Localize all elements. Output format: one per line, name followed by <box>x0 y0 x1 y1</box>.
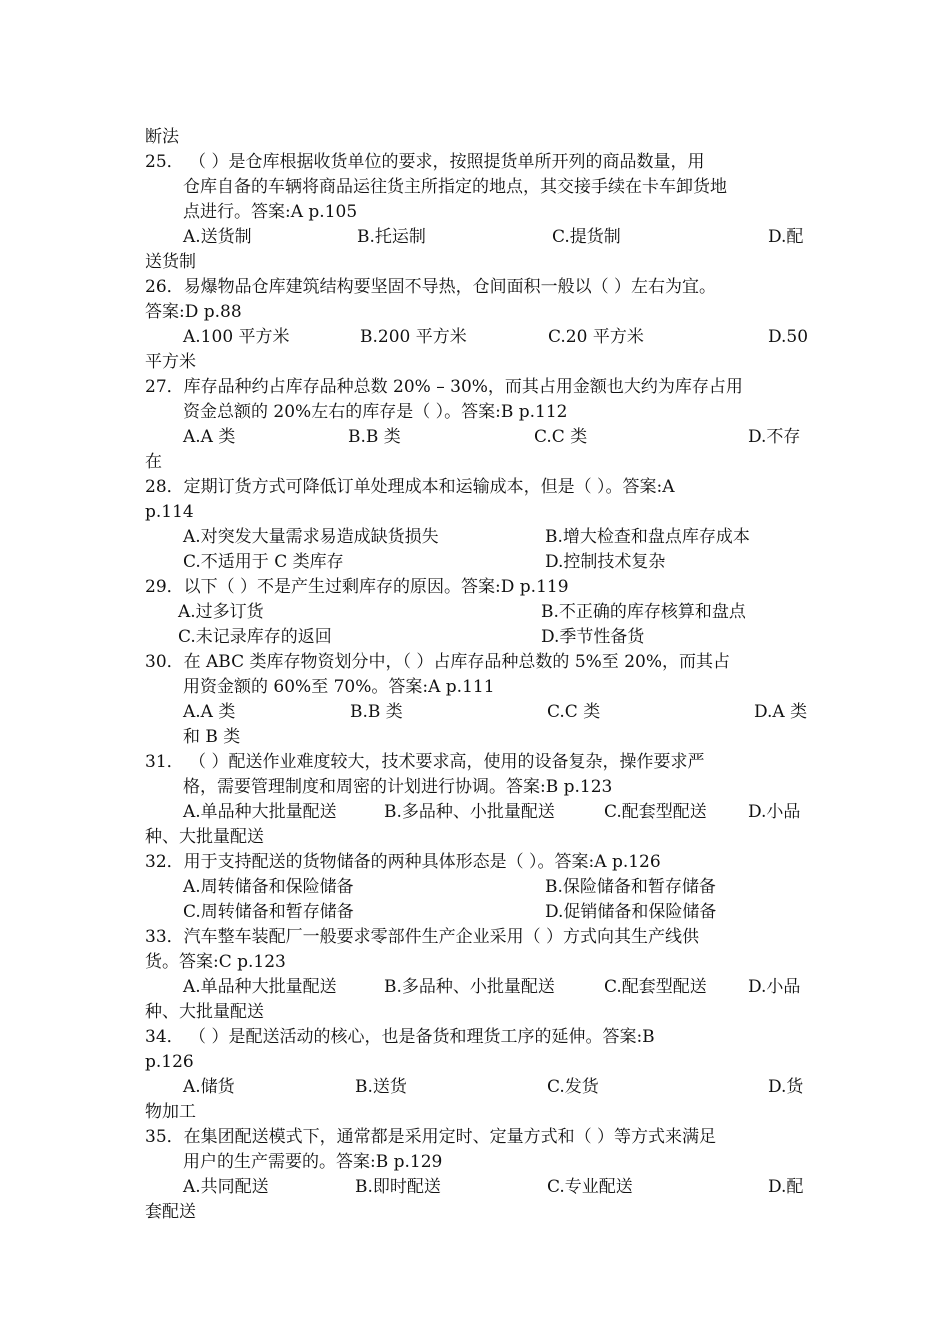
option-d: D.50 <box>768 327 809 347</box>
option-c: C.C 类 <box>547 702 601 722</box>
question-31: 31． （ ）配送作业难度较大，技术要求高，使用的设备复杂，操作要求严 <box>145 752 705 772</box>
text-line: 用户的生产需要的。答案:B p.129 <box>183 1152 443 1172</box>
question-34: 34． （ ）是配送活动的核心，也是备货和理货工序的延伸。答案:B <box>145 1027 655 1047</box>
option-b: B.多品种、小批量配送 <box>384 977 555 997</box>
option-b: B.不正确的库存核算和盘点 <box>541 602 746 622</box>
option-c: C.提货制 <box>552 227 621 247</box>
option-a: A.A 类 <box>183 702 236 722</box>
text-line: p.114 <box>145 502 194 522</box>
option-b: B.保险储备和暂存储备 <box>545 877 716 897</box>
option-c: C.发货 <box>547 1077 599 1097</box>
option-a: A.储货 <box>183 1077 235 1097</box>
text-line: 仓库自备的车辆将商品运往货主所指定的地点，其交接手续在卡车卸货地 <box>183 177 727 197</box>
question-28: 28．定期订货方式可降低订单处理成本和运输成本，但是（ ）。答案:A <box>145 477 675 497</box>
option-a: A.送货制 <box>183 227 252 247</box>
option-b: B.B 类 <box>348 427 401 447</box>
question-26: 26．易爆物品仓库建筑结构要坚固不导热，仓间面积一般以（ ）左右为宜。 <box>145 277 717 297</box>
question-25: 25． （ ）是仓库根据收货单位的要求，按照提货单所开列的商品数量，用 <box>145 152 705 172</box>
option-a: A.过多订货 <box>178 602 264 622</box>
option-c: C.C 类 <box>534 427 588 447</box>
option-d: D.货 <box>768 1077 804 1097</box>
option-d: D.控制技术复杂 <box>545 552 666 572</box>
option-b: B.200 平方米 <box>360 327 467 347</box>
question-29: 29．以下（ ）不是产生过剩库存的原因。答案:D p.119 <box>145 577 569 597</box>
option-a: A.对突发大量需求易造成缺货损失 <box>183 527 439 547</box>
option-d: D.小品 <box>748 802 801 822</box>
option-b: B.送货 <box>355 1077 407 1097</box>
option-b: B.即时配送 <box>355 1177 441 1197</box>
option-c: C.配套型配送 <box>604 802 707 822</box>
text-line: 货。答案:C p.123 <box>145 952 286 972</box>
option-b: B.B 类 <box>350 702 403 722</box>
text-line: 物加工 <box>145 1102 196 1122</box>
option-c: C.未记录库存的返回 <box>178 627 332 647</box>
option-d: D.季节性备货 <box>541 627 645 647</box>
text-line: 平方米 <box>145 352 196 372</box>
text-line: 点进行。答案:A p.105 <box>183 202 358 222</box>
text-line: 种、大批量配送 <box>145 1002 264 1022</box>
option-d: D.配 <box>768 227 804 247</box>
text-line: 和 B 类 <box>183 727 241 747</box>
option-d: D.不存 <box>748 427 801 447</box>
option-a: A.周转储备和保险储备 <box>183 877 354 897</box>
option-b: B.托运制 <box>357 227 426 247</box>
text-line: 用资金额的 60%至 70%。答案:A p.111 <box>183 677 495 697</box>
question-30: 30．在 ABC 类库存物资划分中，（ ）占库存品种总数的 5%至 20%，而其占 <box>145 652 730 672</box>
option-c: C.专业配送 <box>547 1177 633 1197</box>
text-line: 套配送 <box>145 1202 196 1222</box>
option-d: D.促销储备和保险储备 <box>545 902 717 922</box>
question-33: 33．汽车整车装配厂一般要求零部件生产企业采用（ ）方式向其生产线供 <box>145 927 700 947</box>
text-line: 格，需要管理制度和周密的计划进行协调。答案:B p.123 <box>183 777 613 797</box>
question-35: 35．在集团配送模式下，通常都是采用定时、定量方式和（ ）等方式来满足 <box>145 1127 717 1147</box>
text-line: 资金总额的 20%左右的库存是（ ）。答案:B p.112 <box>183 402 568 422</box>
text-line: 答案:D p.88 <box>145 302 242 322</box>
text-line: p.126 <box>145 1052 194 1072</box>
option-c: C.20 平方米 <box>548 327 644 347</box>
option-d: D.配 <box>768 1177 804 1197</box>
option-b: B.增大检查和盘点库存成本 <box>545 527 750 547</box>
question-27: 27．库存品种约占库存品种总数 20% – 30%，而其占用金额也大约为库存占用 <box>145 377 743 397</box>
text-line: 在 <box>145 452 162 472</box>
option-d: D.A 类 <box>754 702 808 722</box>
text-line: 断法 <box>145 127 179 147</box>
option-a: A.单品种大批量配送 <box>183 802 337 822</box>
option-a: A.A 类 <box>183 427 236 447</box>
text-line: 种、大批量配送 <box>145 827 264 847</box>
question-32: 32．用于支持配送的货物储备的两种具体形态是（ ）。答案:A p.126 <box>145 852 661 872</box>
option-a: A.100 平方米 <box>183 327 290 347</box>
option-c: C.不适用于 C 类库存 <box>183 552 344 572</box>
option-a: A.共同配送 <box>183 1177 269 1197</box>
option-c: C.周转储备和暂存储备 <box>183 902 354 922</box>
option-d: D.小品 <box>748 977 801 997</box>
option-a: A.单品种大批量配送 <box>183 977 337 997</box>
text-line: 送货制 <box>145 252 196 272</box>
option-c: C.配套型配送 <box>604 977 707 997</box>
option-b: B.多品种、小批量配送 <box>384 802 555 822</box>
